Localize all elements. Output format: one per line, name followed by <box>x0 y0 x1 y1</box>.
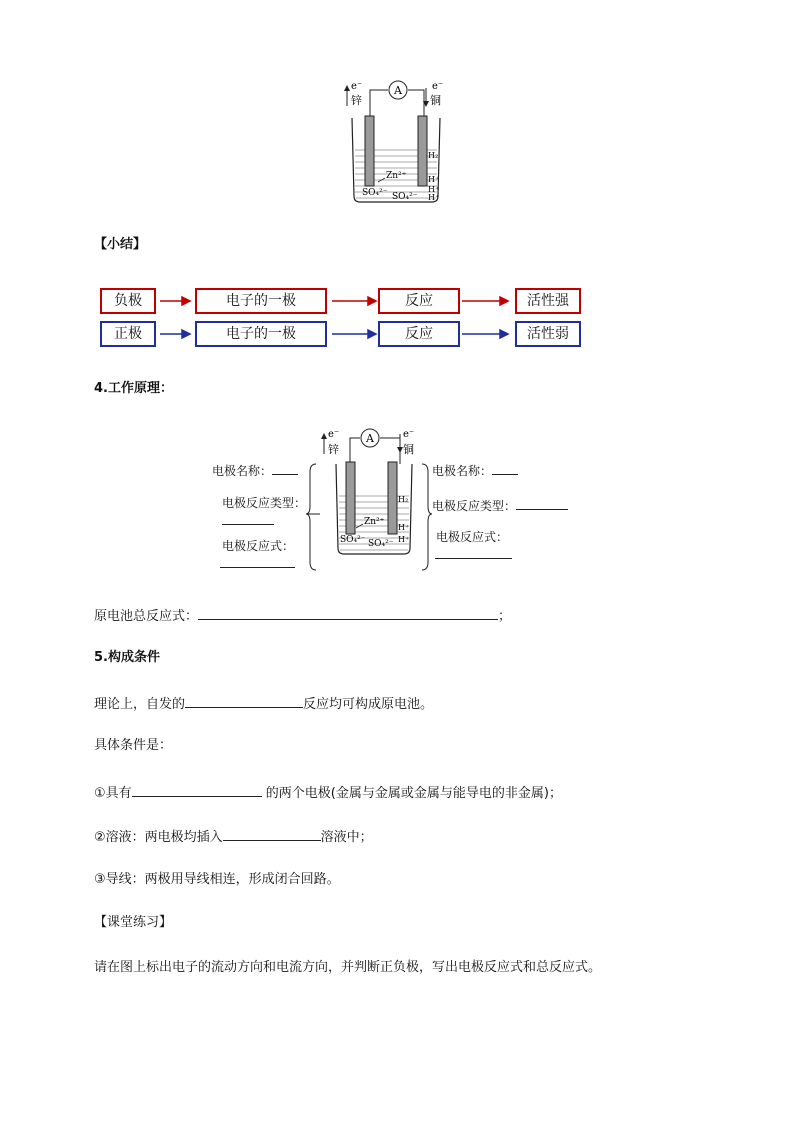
left-reaction-type-blank[interactable] <box>222 510 274 525</box>
left-equation-blank[interactable] <box>220 553 295 568</box>
svg-text:铜: 铜 <box>403 443 414 456</box>
right-equation-label: 电极反应式： <box>436 530 509 544</box>
condition-2-blank[interactable] <box>223 826 321 841</box>
svg-text:SO₄²⁻: SO₄²⁻ <box>362 188 388 198</box>
left-electrode-name-blank[interactable] <box>272 460 298 475</box>
specific-conditions-label: 具体条件是： <box>94 738 173 753</box>
positive-electron-box: 电子的一极 <box>195 321 327 347</box>
summary-heading: 【小结】 <box>94 237 147 252</box>
condition-item-1: ①具有 的两个电极(金属与金属或金属与能导电的非金属)； <box>94 782 562 803</box>
negative-electron-box: 电子的一极 <box>195 288 327 314</box>
svg-text:e⁻: e⁻ <box>403 429 415 440</box>
negative-reaction-box: 反应 <box>378 288 460 314</box>
svg-text:A: A <box>366 432 374 445</box>
theory-line: 理论上，自发的 反应均可构成原电池。 <box>94 693 433 714</box>
svg-text:Zn²⁺: Zn²⁺ <box>386 171 407 181</box>
svg-text:SO₄²⁻: SO₄²⁻ <box>392 192 418 202</box>
svg-text:铜: 铜 <box>430 94 441 107</box>
positive-reaction-box: 反应 <box>378 321 460 347</box>
galvanic-cell-diagram-principle <box>316 426 428 558</box>
galvanic-cell-diagram-top <box>340 78 450 206</box>
svg-text:e⁻: e⁻ <box>432 81 444 92</box>
left-reaction-type-label: 电极反应类型： <box>222 496 307 510</box>
svg-text:锌: 锌 <box>351 94 362 107</box>
total-reaction-blank[interactable] <box>198 605 498 620</box>
svg-text:e⁻: e⁻ <box>351 81 363 92</box>
positive-electrode-box: 正极 <box>100 321 156 347</box>
left-equation-label: 电极反应式： <box>222 539 295 553</box>
svg-text:H⁺: H⁺ <box>428 185 440 194</box>
svg-text:SO₄²⁻: SO₄²⁻ <box>368 539 394 549</box>
svg-text:H₂: H₂ <box>428 151 439 160</box>
left-electrode-name-label: 电极名称： <box>212 460 298 480</box>
right-reaction-type-label: 电极反应类型： <box>432 495 568 515</box>
condition-1-blank[interactable] <box>132 782 262 797</box>
svg-text:A: A <box>394 84 402 97</box>
right-electrode-name-label: 电极名称： <box>432 460 518 480</box>
theory-blank[interactable] <box>185 693 303 708</box>
right-equation-blank[interactable] <box>435 544 512 559</box>
svg-text:H₂: H₂ <box>398 495 409 504</box>
negative-electrode-box: 负极 <box>100 288 156 314</box>
svg-text:Zn²⁺: Zn²⁺ <box>364 517 385 527</box>
svg-text:H⁺: H⁺ <box>398 523 410 532</box>
condition-item-3: ③导线：两极用导线相连，形成闭合回路。 <box>94 872 340 887</box>
principle-heading: 4.工作原理： <box>94 381 173 396</box>
positive-activity-box: 活性弱 <box>515 321 581 347</box>
svg-text:H⁺: H⁺ <box>428 193 440 202</box>
conditions-heading: 5.构成条件 <box>94 650 160 665</box>
left-brace <box>306 462 320 572</box>
practice-text: 请在图上标出电子的流动方向和电流方向，并判断正负极，写出电极反应式和总反应式。 <box>94 960 602 975</box>
right-reaction-type-blank[interactable] <box>516 495 568 510</box>
svg-text:SO₄²⁻: SO₄²⁻ <box>340 535 366 545</box>
svg-text:e⁻: e⁻ <box>328 429 340 440</box>
total-reaction-line: 原电池总反应式： ； <box>94 605 511 626</box>
svg-text:H⁺: H⁺ <box>428 175 440 184</box>
condition-item-2: ②溶液：两电极均插入 溶液中； <box>94 826 373 847</box>
right-electrode-name-blank[interactable] <box>492 460 518 475</box>
svg-text:H⁺: H⁺ <box>398 535 410 544</box>
negative-activity-box: 活性强 <box>515 288 581 314</box>
practice-heading: 【课堂练习】 <box>94 915 173 930</box>
right-brace <box>418 462 432 572</box>
svg-text:锌: 锌 <box>328 443 339 456</box>
